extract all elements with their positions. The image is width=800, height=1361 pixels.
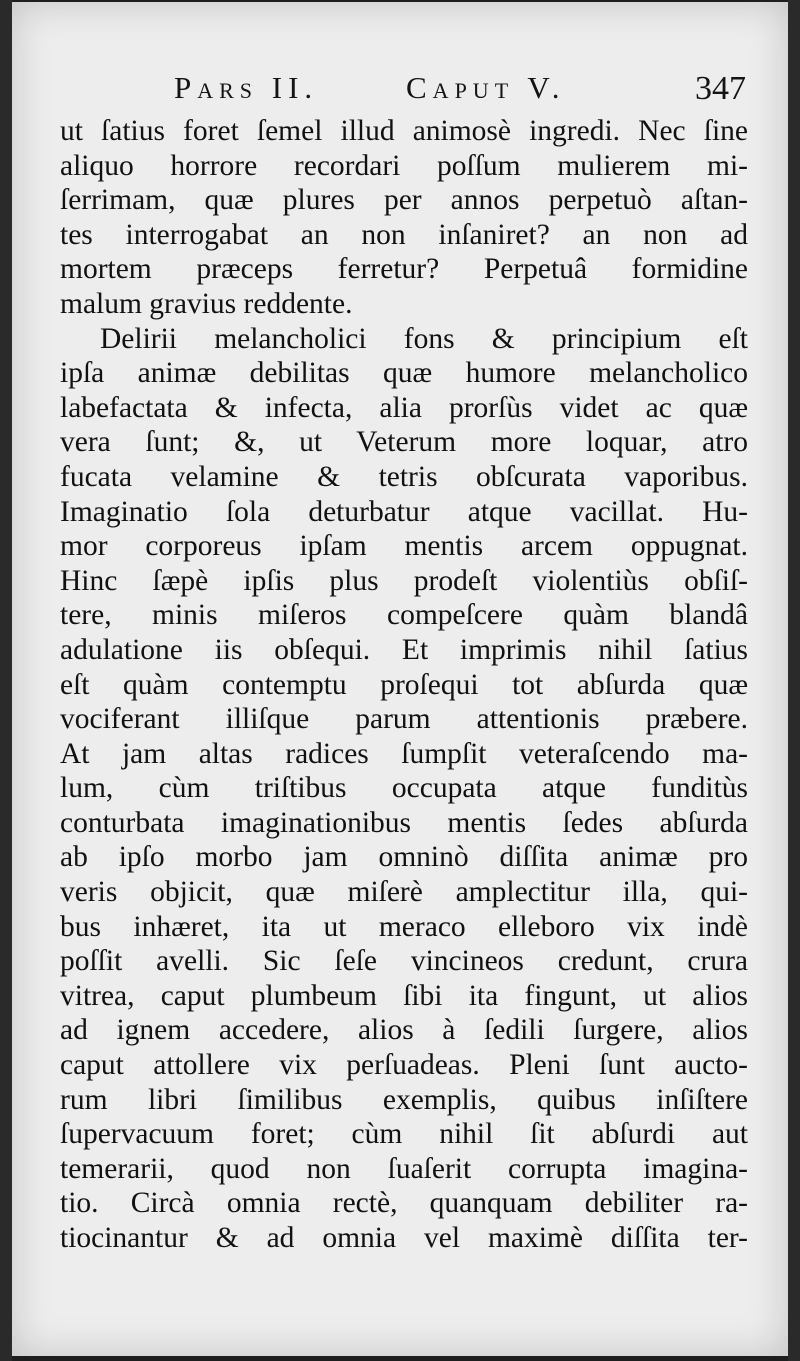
- text-line: tiocinantur & ad omnia vel maximè diſſita ter-: [60, 1222, 748, 1254]
- scan-border-left: [0, 0, 12, 1361]
- text-line: At jam altas radices ſumpſit veteraſcendo ma-: [60, 737, 748, 770]
- text-line: Delirii melancholici fons & principium eſt: [100, 322, 748, 355]
- book-page: [12, 2, 788, 1356]
- text-line: ab ipſo morbo jam omninò diſſita animæ pro: [60, 841, 748, 874]
- text-line: tio. Circà omnia rectè, quanquam debiliter ra-: [60, 1187, 748, 1220]
- text-line: Imaginatio ſola deturbatur atque vacillat. Hu-: [60, 495, 748, 528]
- text-line: vitrea, caput plumbeum ſibi ita fingunt, ut alios: [60, 979, 748, 1012]
- text-line: mor corporeus ipſam mentis arcem oppugnat.: [60, 530, 748, 563]
- text-line: ipſa animæ debilitas quæ humore melancholico: [60, 357, 748, 390]
- scan-border-right: [788, 0, 800, 1361]
- text-line: aliquo horrore recordari poſſum mulierem mi-: [60, 149, 748, 182]
- text-line: temerarii, quod non ſuaſerit corrupta imagina-: [60, 1152, 748, 1185]
- text-line: conturbata imaginationibus mentis ſedes abſurda: [60, 806, 748, 839]
- text-line: eſt quàm contemptu proſequi tot abſurda quæ: [60, 668, 748, 701]
- text-line: vociferant illiſque parum attentionis præbere.: [60, 703, 748, 736]
- header-caput: Caput V.: [406, 70, 566, 105]
- text-line: rum libri ſimilibus exemplis, quibus inſiſtere: [60, 1083, 748, 1116]
- text-line: mortem præceps ferretur? Perpetuâ formidine: [60, 253, 748, 286]
- text-line: lum, cùm triſtibus occupata atque funditùs: [60, 772, 748, 805]
- text-line: ſupervacuum foret; cùm nihil ſit abſurdi aut: [60, 1118, 748, 1151]
- page-number: 347: [695, 70, 746, 107]
- text-line: ſerrimam, quæ plures per annos perpetuò aſtan-: [60, 184, 748, 217]
- text-line: fucata velamine & tetris obſcurata vaporibus.: [60, 460, 748, 493]
- text-line: Hinc ſæpè ipſis plus prodeſt violentiùs obſiſ-: [60, 564, 748, 597]
- text-line: tere, minis miſeros compeſcere quàm blandâ: [60, 599, 748, 632]
- text-line: tes interrogabat an non inſaniret? an non ad: [60, 218, 748, 251]
- text-line: poſſit avelli. Sic ſeſe vincineos credunt, crura: [60, 945, 748, 978]
- text-line: malum gravius reddente.: [60, 287, 353, 320]
- text-line: caput attollere vix perſuadeas. Pleni ſunt aucto-: [60, 1049, 748, 1082]
- running-header: [174, 70, 746, 114]
- text-line: labefactata & infecta, alia prorſùs videt ac quæ: [60, 391, 748, 424]
- body-text: [60, 114, 748, 1256]
- text-line: ad ignem accedere, alios à ſedili ſurgere, alios: [60, 1014, 748, 1047]
- text-line: bus inhæret, ita ut meraco elleboro vix indè: [60, 910, 748, 943]
- text-line: ut ſatius foret ſemel illud animosè ingredi. Nec ſine: [60, 115, 748, 147]
- text-line: vera ſunt; &, ut Veterum more loquar, atro: [60, 426, 748, 459]
- text-line: veris objicit, quæ miſerè amplectitur illa, qui-: [60, 876, 748, 909]
- header-part: Pars II.: [174, 70, 319, 105]
- text-line: adulatione iis obſequi. Et imprimis nihil ſatius: [60, 633, 748, 666]
